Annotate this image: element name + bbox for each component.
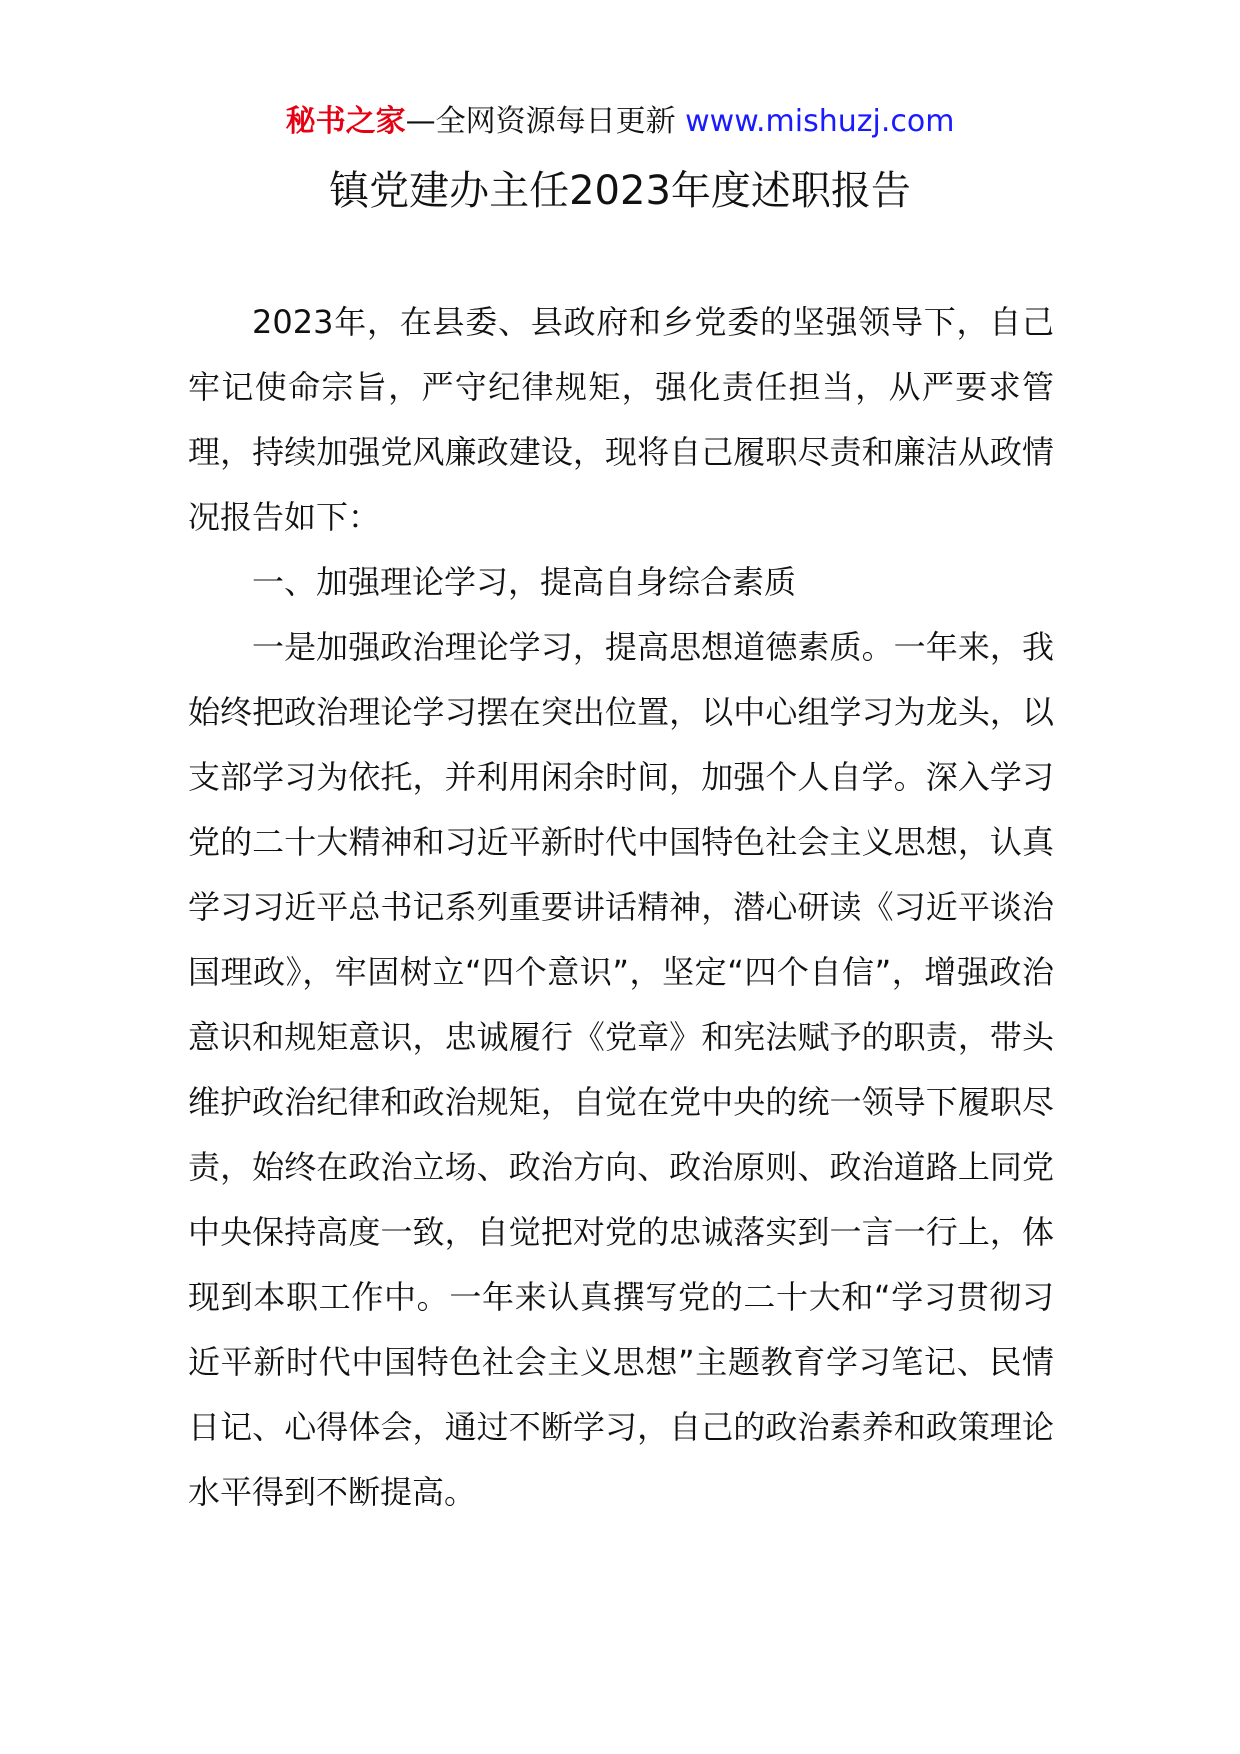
watermark-slogan: —全网资源每日更新 [405,104,676,139]
document-body [188,290,1054,1525]
watermark-brand: 秘书之家 [285,104,406,139]
section-heading-1: 一、加强理论学习，提高自身综合素质 [252,563,797,601]
watermark-url: www.mishuzj.com [685,104,955,139]
intro-paragraph: 2023年，在县委、县政府和乡党委的坚强领导下，自己牢记使命宗旨，严守纪律规矩，强化责任担当，从严要求管理，持续加强党风廉政建设，现将自己履职尽责和廉洁从政情况报告如下： [188,303,1054,536]
section-1-paragraph: 一是加强政治理论学习，提高思想道德素质。一年来，我始终把政治理论学习摆在突出位置，以中心组学习为龙头，以支部学习为依托，并利用闲余时间，加强个人自学。深入学习党的二十大精神和习近平新时代中国特色社会主义思想，认真学习习近平总书记系列重要讲话精神，潜心研读《习近平谈治国理政》，牢固树立“四个意识”，坚定“四个自信”，增强政治意识和规矩意识，忠诚履行《党章》和宪法赋予的职责，带头维护政治纪律和政治规矩，自觉在党中央的统一领导下履职尽责，始终在政治立场、政治方向、政治原则、政治道路上同党中央保持高度一致，自觉把对党的忠诚落实到一言一行上，体现到本职工作中。一年来认真撰写党的二十大和“学习贯彻习近平新时代中国特色社会主义思想”主题教育学习笔记、民情日记、心得体会，通过不断学习，自己的政治素养和政策理论水平得到不断提高。 [188,628,1054,1511]
document-title: 镇党建办主任2023年度述职报告 [329,168,911,214]
watermark-header [0,100,1240,144]
